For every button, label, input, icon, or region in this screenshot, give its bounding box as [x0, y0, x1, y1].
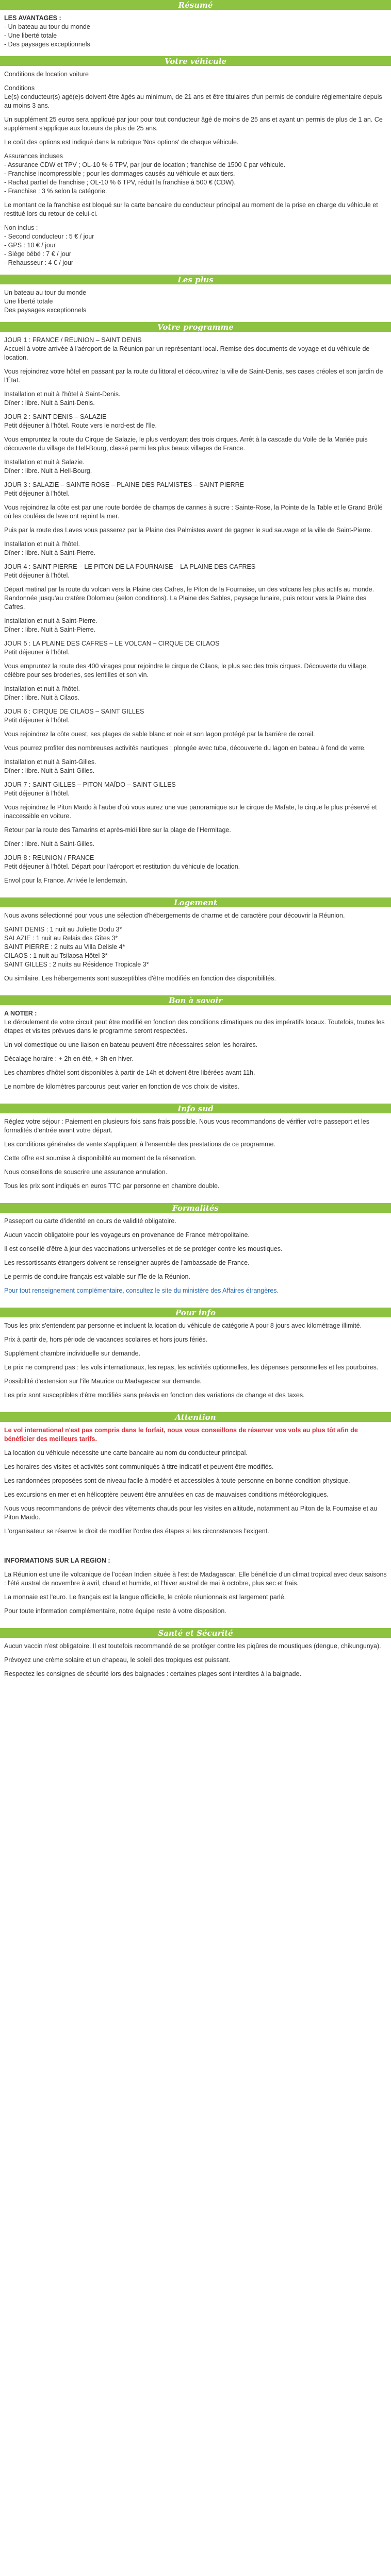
day-block [4, 707, 387, 775]
section-title: Votre véhicule [164, 56, 226, 66]
logement-line: SAINT DENIS : 1 nuit au Juliette Dodu 3* [4, 926, 122, 933]
formalites-paragraph: Il est conseillé d'être à jour des vaccinations universelles et de se protéger contre les moustiques. [4, 1245, 283, 1252]
attention-paragraph: Le vol international n'est pas compris dans le forfait, nous vous conseillons de réserver vos vols au plus tôt afin de bénéficier des meilleurs tarifs. [4, 1427, 358, 1443]
section-title: Formalités [172, 1203, 219, 1213]
info-paragraph: Les conditions générales de vente s'appliquent à l'ensemble des prestations de ce programme. [4, 1141, 275, 1148]
section-header-sante [0, 1628, 391, 1638]
day-paragraph: Départ matinal par la route du volcan vers la Plaine des Cafres, le Piton de la Fournaise, un des volcans les plus actifs au monde. Randonnée jusqu'au cratère Dolomieu (selon conditions). La Plaine des Sables, paysage lunaire, puis retour vers la Plaine des Cafres. [4, 586, 374, 611]
attention-paragraph: Les excursions en mer et en hélicoptère peuvent être annulées en cas de mauvaises conditions météorologiques. [4, 1491, 329, 1498]
section-title: Attention [175, 1412, 216, 1422]
section-title: Les plus [177, 275, 214, 284]
condition-text: Le(s) conducteur(s) agé(e)s doivent être âgés au minimum, de 21 ans et être titulaires d'un permis de conduire réglementaire depuis au moins 3 ans. [4, 93, 382, 109]
sante-paragraph: Respectez les consignes de sécurité lors des baignades : certaines plages sont interdites à la baignade. [4, 1670, 302, 1677]
day-paragraph: Installation et nuit à Saint-Gilles. [4, 758, 96, 766]
service-line: - Rehausseur : 4 € / jour [4, 259, 74, 266]
insurance-line: - Assurance CDW et TPV ; OL-10 % 6 TPV, par jour de location ; franchise de 1500 € par véhicule. [4, 161, 286, 168]
day-paragraph: Dîner : libre. Nuit à Saint-Pierre. [4, 626, 96, 633]
bonasavoir-body [0, 1005, 391, 1104]
formalites-link[interactable]: Pour tout renseignement complémentaire, consultez le site du ministère des Affaires étrangères. [4, 1287, 279, 1294]
attention-more: Pour toute information complémentaire, notre équipe reste à votre disposition. [4, 1607, 226, 1615]
plus-line: Des paysages exceptionnels [4, 307, 87, 314]
section-title: Votre programme [157, 322, 234, 332]
condition-text: Un supplément 25 euros sera appliqué par jour pour tout conducteur âgé de moins de 25 ans et ayant un permis de plus de 1 an. Ce supplément s'applique aux loueurs de plus de 25 ans. [4, 116, 383, 132]
programme-body [0, 332, 391, 897]
day-paragraph: Petit déjeuner à l'hôtel. Départ pour l'aéroport et restitution du véhicule de location. [4, 863, 240, 870]
bonasavoir-paragraph: Décalage horaire : + 2h en été, + 3h en hiver. [4, 1055, 134, 1062]
logement-line: SALAZIE : 1 nuit au Relais des Gîtes 3* [4, 935, 118, 942]
day-title: JOUR 5 : LA PLAINE DES CAFRES – LE VOLCAN – CIRQUE DE CILAOS [4, 640, 220, 647]
attention-paragraph: La location du véhicule nécessite une carte bancaire au nom du conducteur principal. [4, 1449, 248, 1456]
day-block [4, 336, 387, 408]
day-paragraph: Envol pour la France. Arrivée le lendemain. [4, 877, 128, 884]
bonasavoir-paragraph: Le nombre de kilomètres parcourus peut varier en fonction de vos choix de visites. [4, 1083, 239, 1090]
day-paragraph: Puis par la route des Laves vous passerez par la Plaine des Palmistes avant de gagner le sud sauvage et la ville de Saint-Pierre. [4, 527, 372, 534]
day-paragraph: Installation et nuit à l'hôtel. [4, 685, 80, 692]
bonasavoir-paragraph: Les chambres d'hôtel sont disponibles à partir de 14h et doivent être libérées avant 11h. [4, 1069, 255, 1076]
plus-body [0, 284, 391, 322]
day-block [4, 781, 387, 849]
prix-paragraph: Les prix sont susceptibles d'être modifiés sans préavis en fonction des variations de change et des taxes. [4, 1392, 305, 1399]
resume-line: - Un bateau au tour du monde [4, 23, 90, 30]
logement-paragraph: Nous avons sélectionné pour vous une sélection d'hébergements de charme et de caractère pour découvrir la Réunion. [4, 912, 345, 919]
formalites-paragraph: Les ressortissants étrangers doivent se renseigner auprès de l'ambassade de France. [4, 1259, 250, 1266]
day-title: JOUR 8 : REUNION / FRANCE [4, 854, 94, 861]
attention-paragraph: Nous vous recommandons de prévoir des vêtements chauds pour les visites en altitude, notamment au Piton de la Fournaise et au Piton Maïdo. [4, 1505, 378, 1521]
service-line: - GPS : 10 € / jour [4, 242, 56, 249]
logement-body [0, 907, 391, 995]
resume-line: - Des paysages exceptionnels [4, 41, 90, 48]
day-paragraph: Vous rejoindrez votre hôtel en passant par la route du littoral et découvrirez la ville de Saint-Denis, ses cases créoles et son jardin de l'État. [4, 368, 383, 384]
info-paragraph: Réglez votre séjour : Paiement en plusieurs fois sans frais possible. Nous vous recommandons de vérifier votre passeport et les formalités d'entrée avant votre départ. [4, 1118, 369, 1134]
attention-more: La monnaie est l'euro. Le français est la langue officielle, le créole réunionnais est largement parlé. [4, 1594, 286, 1601]
formalites-paragraph: Passeport ou carte d'identité en cours de validité obligatoire. [4, 1217, 176, 1225]
info-paragraph: Tous les prix sont indiqués en euros TTC par personne en chambre double. [4, 1182, 220, 1190]
prix-paragraph: Le prix ne comprend pas : les vols internationaux, les repas, les activités optionnelles, les dépenses personnelles et les pourboires. [4, 1364, 379, 1371]
sante-paragraph: Aucun vaccin n'est obligatoire. Il est toutefois recommandé de se protéger contre les piqûres de moustiques (dengue, chikungunya). [4, 1642, 381, 1650]
section-header-voiture [0, 56, 391, 66]
attention-more-title: INFORMATIONS SUR LA REGION : [4, 1557, 110, 1564]
insurance-title: Assurances incluses [4, 152, 63, 160]
day-paragraph: Vous pourrez profiter des nombreuses activités nautiques : plongée avec tuba, découverte du lagon en bateau à fond de verre. [4, 744, 366, 752]
day-title: JOUR 6 : CIRQUE DE CILAOS – SAINT GILLES [4, 708, 144, 715]
logement-line: CILAOS : 1 nuit au Tsilaosa Hôtel 3* [4, 952, 108, 959]
formalites-body [0, 1213, 391, 1308]
services-title: Non inclus : [4, 224, 38, 231]
day-paragraph: Installation et nuit à l'hôtel. [4, 540, 80, 548]
day-block [4, 481, 387, 557]
day-paragraph: Petit déjeuner à l'hôtel. [4, 717, 70, 724]
day-title: JOUR 2 : SAINT DENIS – SALAZIE [4, 413, 107, 420]
prix-paragraph: Tous les prix s'entendent par personne et incluent la location du véhicule de catégorie A pour 8 jours avec kilométrage illimité. [4, 1322, 362, 1329]
insurance-line: - Franchise incompressible ; pour les dommages causés au véhicule et aux tiers. [4, 170, 235, 177]
logement-line: SAINT GILLES : 2 nuits au Résidence Tropicale 3* [4, 961, 149, 968]
attention-more: La Réunion est une île volcanique de l'océan Indien située à l'est de Madagascar. Elle bénéficie d'un climat tropical avec deux saisons : l'été austral de novembre à avril, chaud et humide, et l'hiver austral de mai à octobre, plus sec et frais. [4, 1571, 387, 1587]
day-paragraph: Dîner : libre. Nuit à Saint-Gilles. [4, 840, 95, 848]
attention-paragraph: L'organisateur se réserve le droit de modifier l'ordre des étapes si les circonstances l'exigent. [4, 1528, 269, 1535]
formalites-paragraph: Le permis de conduire français est valable sur l'île de la Réunion. [4, 1273, 190, 1280]
day-block [4, 639, 387, 702]
sante-body [0, 1638, 391, 1691]
resume-line: LES AVANTAGES : [4, 14, 61, 22]
day-paragraph: Petit déjeuner à l'hôtel. Route vers le nord-est de l'île. [4, 422, 157, 429]
day-title: JOUR 7 : SAINT GILLES – PITON MAÏDO – SAINT GILLES [4, 781, 176, 788]
section-header-programme [0, 322, 391, 332]
day-paragraph: Petit déjeuner à l'hôtel. [4, 649, 70, 656]
day-title: JOUR 3 : SALAZIE – SAINTE ROSE – PLAINE DES PALMISTES – SAINT PIERRE [4, 481, 244, 488]
day-paragraph: Vous rejoindrez le Piton Maïdo à l'aube d'où vous aurez une vue panoramique sur le cirque de Mafate, le cirque le plus préservé et inaccessible en voiture. [4, 804, 377, 820]
attention-paragraph: Les horaires des visites et activités sont communiqués à titre indicatif et peuvent être modifiés. [4, 1463, 274, 1470]
attention-body [0, 1422, 391, 1628]
day-paragraph: Dîner : libre. Nuit à Saint-Pierre. [4, 549, 96, 556]
attention-paragraph: Les randonnées proposées sont de niveau facile à modéré et accessibles à toute personne en bonne condition physique. [4, 1477, 350, 1484]
day-paragraph: Petit déjeuner à l'hôtel. [4, 572, 70, 579]
section-title: Logement [174, 897, 217, 907]
day-paragraph: Dîner : libre. Nuit à Hell-Bourg. [4, 467, 92, 474]
prix-body [0, 1317, 391, 1412]
section-title: Pour info [175, 1308, 216, 1317]
bonasavoir-subtitle: A NOTER : [4, 1010, 37, 1017]
section-header-attention [0, 1412, 391, 1422]
bonasavoir-paragraph: Le déroulement de votre circuit peut être modifié en fonction des conditions climatiques ou des impératifs locaux. Toutefois, toutes les étapes et visites prévues dans le programme seront respectées. [4, 1019, 385, 1035]
prix-paragraph: Possibilité d'extension sur l'île Maurice ou Madagascar sur demande. [4, 1378, 202, 1385]
section-title: Résumé [178, 0, 213, 10]
day-paragraph: Vous rejoindrez la côte ouest, ses plages de sable blanc et noir et son lagon protégé par la barrière de corail. [4, 731, 315, 738]
prix-paragraph: Prix à partir de, hors période de vacances scolaires et hors jours fériés. [4, 1336, 207, 1343]
day-paragraph: Petit déjeuner à l'hôtel. [4, 490, 70, 497]
prix-paragraph: Supplément chambre individuelle sur demande. [4, 1350, 141, 1357]
day-paragraph: Vous rejoindrez la côte est par une route bordée de champs de cannes à sucre : Sainte-Rose, la Pointe de la Table et le Grand Brûlé où les coulées de lave ont rejoint la mer. [4, 504, 383, 520]
section-header-plus [0, 275, 391, 284]
day-title: JOUR 1 : FRANCE / REUNION – SAINT DENIS [4, 336, 142, 344]
day-paragraph: Vous empruntez la route du Cirque de Salazie, le plus verdoyant des trois cirques. Arrêt à la cascade du Voile de la Mariée puis découverte du village de Hell-Bourg, classé parmi les plus beaux villages de France. [4, 436, 368, 452]
service-line: - Second conducteur : 5 € / jour [4, 233, 94, 240]
section-header-resume [0, 0, 391, 10]
day-paragraph: Retour par la route des Tamarins et après-midi libre sur la plage de l'Hermitage. [4, 826, 231, 834]
section-header-info [0, 1104, 391, 1113]
info-paragraph: Nous conseillons de souscrire une assurance annulation. [4, 1168, 168, 1176]
sante-paragraph: Prévoyez une crème solaire et un chapeau, le soleil des tropiques est puissant. [4, 1656, 231, 1664]
info-body [0, 1113, 391, 1203]
plus-line: Une liberté totale [4, 298, 53, 305]
formalites-paragraph: Aucun vaccin obligatoire pour les voyageurs en provenance de France métropolitaine. [4, 1231, 250, 1239]
insurance-line: - Rachat partiel de franchise ; OL-10 % 6 TPV, réduit la franchise à 500 € (CDW). [4, 179, 236, 186]
day-title: JOUR 4 : SAINT PIERRE – LE PITON DE LA FOURNAISE – LA PLAINE DES CAFRES [4, 563, 256, 570]
voiture-body [0, 66, 391, 275]
plus-line: Un bateau au tour du monde [4, 289, 87, 296]
day-paragraph: Dîner : libre. Nuit à Cilaos. [4, 694, 79, 701]
day-paragraph: Dîner : libre. Nuit à Saint-Gilles. [4, 767, 95, 774]
section-header-logement [0, 897, 391, 907]
voiture-note: Le montant de la franchise est bloqué sur la carte bancaire du conducteur principal au moment de la prise en charge du véhicule et restitué lors du retour de celui-ci. [4, 201, 378, 217]
condition-text: Le coût des options est indiqué dans la rubrique 'Nos options' de chaque véhicule. [4, 139, 239, 146]
day-paragraph: Accueil à votre arrivée à l'aéroport de la Réunion par un représentant local. Remise des documents de voyage et du véhicule de location. [4, 345, 370, 361]
section-title: Info sud [177, 1104, 214, 1113]
service-line: - Siège bébé : 7 € / jour [4, 250, 71, 258]
voiture-intro: Conditions de location voiture [4, 71, 89, 78]
logement-line: SAINT PIERRE : 2 nuits au Villa Delisle 4* [4, 943, 125, 951]
day-block [4, 413, 387, 476]
section-header-formalites [0, 1203, 391, 1213]
bonasavoir-paragraph: Un vol domestique ou une liaison en bateau peuvent être nécessaires selon les horaires. [4, 1041, 258, 1048]
resume-line: - Une liberté totale [4, 32, 57, 39]
section-title: Santé et Sécurité [158, 1628, 233, 1638]
section-header-bonasavoir [0, 995, 391, 1005]
day-paragraph: Installation et nuit à Salazie. [4, 459, 85, 466]
day-paragraph: Dîner : libre. Nuit à Saint-Denis. [4, 399, 95, 406]
logement-paragraph: Ou similaire. Les hébergements sont susceptibles d'être modifiés en fonction des disponibilités. [4, 975, 276, 982]
day-paragraph: Installation et nuit à l'hôtel à Saint-Denis. [4, 391, 121, 398]
insurance-line: - Franchise : 3 % selon la catégorie. [4, 188, 107, 195]
info-paragraph: Cette offre est soumise à disponibilité au moment de la réservation. [4, 1155, 197, 1162]
day-block [4, 563, 387, 634]
section-title: Bon à savoir [168, 995, 223, 1005]
conditions-title: Conditions [4, 84, 35, 92]
section-header-prix [0, 1308, 391, 1317]
resume-body [0, 10, 391, 56]
day-block [4, 854, 387, 885]
day-paragraph: Petit déjeuner à l'hôtel. [4, 790, 70, 797]
day-paragraph: Vous empruntez la route des 400 virages pour rejoindre le cirque de Cilaos, le plus sec des trois cirques. Découverte du village, célèbre pour ses broderies, ses lentilles et son vin. [4, 663, 368, 679]
day-paragraph: Installation et nuit à Saint-Pierre. [4, 617, 97, 624]
